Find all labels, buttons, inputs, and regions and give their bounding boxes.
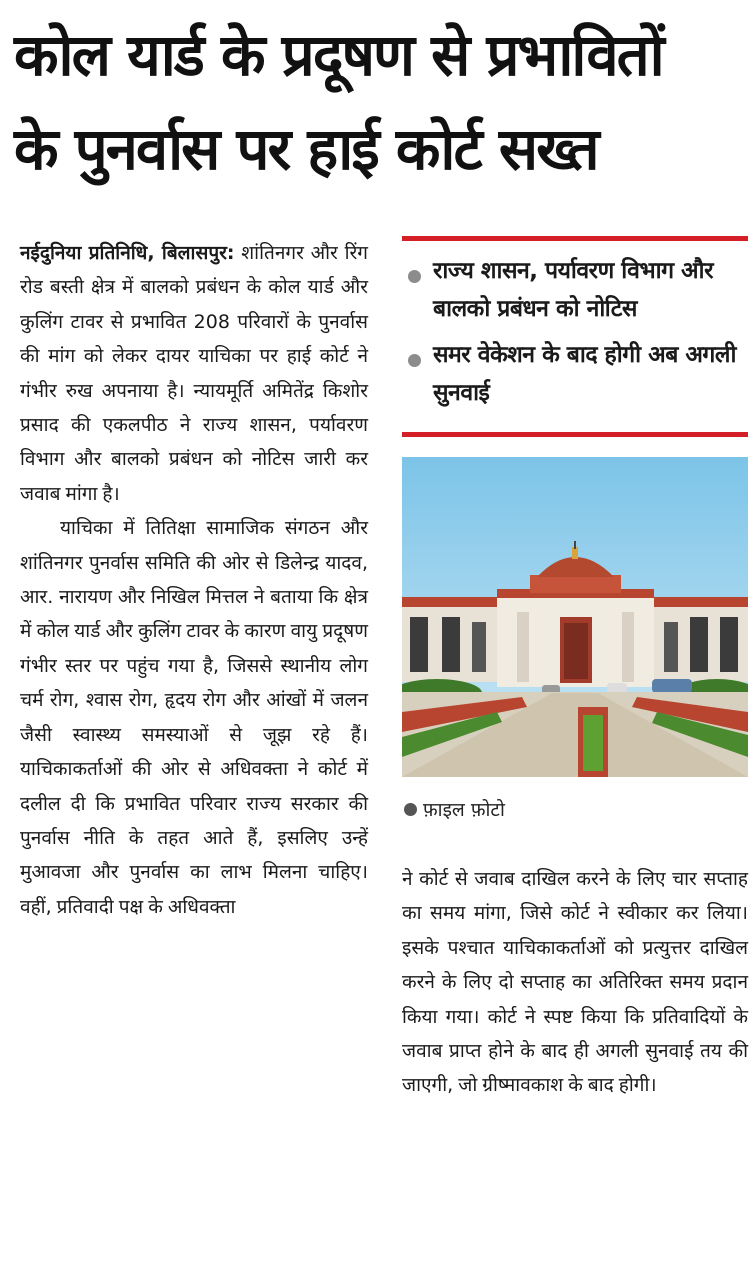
article-column-left [20, 236, 368, 924]
bullet-icon [404, 803, 417, 816]
headline [14, 8, 749, 196]
dateline: नईदुनिया प्रतिनिधि, बिलासपुर: [20, 242, 235, 264]
photo-caption-text: फ़ाइल फ़ोटो [423, 799, 505, 821]
highlights-box [402, 252, 748, 420]
photo-caption [404, 796, 505, 822]
headline-line-2: के पुनर्वास पर हाई कोर्ट सख्त [14, 115, 598, 183]
article-paragraph-1 [20, 236, 368, 511]
bullet-icon [408, 354, 421, 367]
headline-line-1: कोल यार्ड के प्रदूषण से प्रभावितों [14, 21, 663, 89]
highlight-text: राज्य शासन, पर्यावरण विभाग और बालको प्रबंधन को नोटिस [433, 258, 713, 322]
highlight-bottom-rule [402, 432, 748, 437]
article-column-right [402, 862, 748, 1103]
paragraph-1-text: शांतिनगर और रिंग रोड बस्ती क्षेत्र में बालको प्रबंधन के कोल यार्ड और कुलिंग टावर से प्रभावित 208 परिवारों के पुनर्वास की मांग को लेकर दायर याचिका पर हाई कोर्ट ने गंभीर रुख अपनाया है। न्यायमूर्ति अमितेंद्र किशोर प्रसाद की एकलपीठ ने राज्य शासन, पर्यावरण विभाग और बालको प्रबंधन को नोटिस जारी कर जवाब मांगा है। [20, 242, 368, 505]
highlight-item [402, 336, 748, 412]
bullet-icon [408, 270, 421, 283]
highlight-text: समर वेकेशन के बाद होगी अब अगली सुनवाई [433, 342, 736, 406]
highlight-item [402, 252, 748, 328]
court-building-photo [402, 457, 748, 777]
article-paragraph-3: ने कोर्ट से जवाब दाखिल करने के लिए चार सप्ताह का समय मांगा, जिसे कोर्ट ने स्वीकार कर लिया। इसके पश्चात याचिकाकर्ताओं को प्रत्युत्तर दाखिल करने के लिए दो सप्ताह का अतिरिक्त समय प्रदान किया गया। कोर्ट ने स्पष्ट किया कि प्रतिवादियों के जवाब प्राप्त होने के बाद ही अगली सुनवाई तय की जाएगी, जो ग्रीष्मावकाश के बाद होगी। [402, 868, 748, 1097]
article-paragraph-2: याचिका में तितिक्षा सामाजिक संगठन और शांतिनगर पुनर्वास समिति की ओर से डिलेन्द्र यादव, आर. नारायण और निखिल मित्तल ने बताया कि क्षेत्र में कोल यार्ड और कुलिंग टावर के कारण वायु प्रदूषण गंभीर स्तर पर पहुंच गया है, जिससे स्थानीय लोग चर्म रोग, श्वास रोग, हृदय रोग और आंखों में जलन जैसी स्वास्थ्य समस्याओं से जूझ रहे हैं। याचिकाकर्ताओं की ओर से अधिवक्ता ने कोर्ट में दलील दी कि प्रभावित परिवार राज्य सरकार की पुनर्वास नीति के तहत आते हैं, इसलिए उन्हें मुआवजा और पुनर्वास का लाभ मिलना चाहिए। वहीं, प्रतिवादी पक्ष के अधिवक्ता [20, 517, 368, 918]
highlight-top-rule [402, 236, 748, 241]
